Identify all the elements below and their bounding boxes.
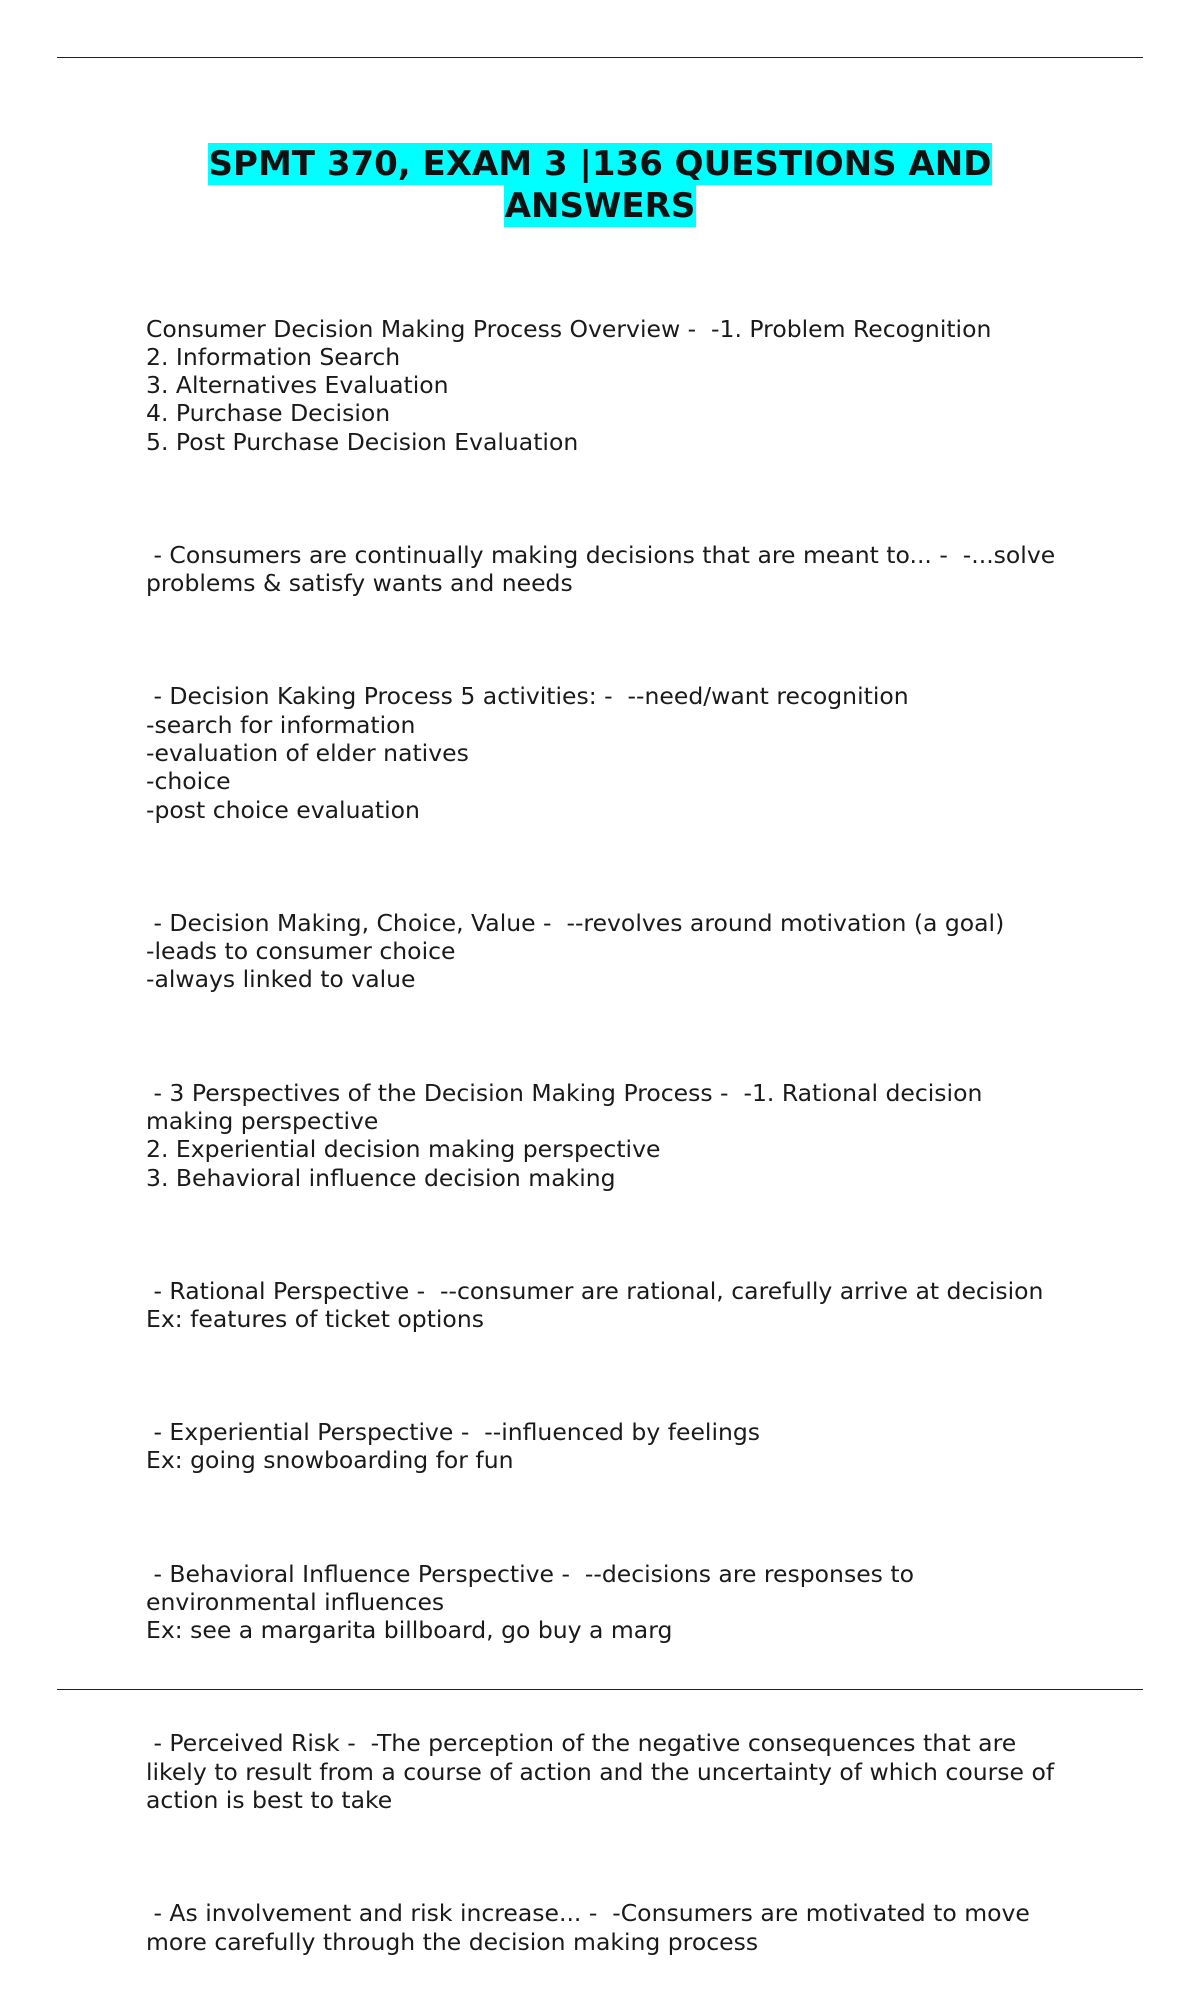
qa-block-consumers-decisions: - Consumers are continually making decisions that are meant to... - -...solve problems & satisfy wants and needs — [146, 540, 1056, 598]
qa-block-choice-value: - Decision Making, Choice, Value - --revolves around motivation (a goal) -leads to consumer choice -always linked to value — [146, 908, 1005, 994]
qa-block-decision-process-overview: Consumer Decision Making Process Overview - -1. Problem Recognition 2. Information Search 3. Alternatives Evaluation 4. Purchase Decision 5. Post Purchase Decision Evaluation — [146, 314, 992, 456]
qa-block-involvement-risk: - As involvement and risk increase... - -Consumers are motivated to move more carefully through the decision making process — [146, 1899, 1030, 1956]
qa-block-five-activities: - Decision Kaking Process 5 activities: - --need/want recognition -search for information -evaluation of elder natives -choice -post choice evaluation — [146, 682, 909, 824]
qa-block-behavioral-perspective: - Behavioral Influence Perspective - --decisions are responses to environmental influences Ex: see a margarita billboard, go buy a marg — [146, 1559, 914, 1645]
qa-content — [146, 258, 1096, 2012]
page-title — [0, 143, 1200, 227]
title-line-2: ANSWERS — [504, 186, 696, 226]
qa-block-perceived-risk: - Perceived Risk - -The perception of the negative consequences that are likely to result from a course of action and the uncertainty of which course of action is best to take — [146, 1729, 1055, 1815]
title-line-1: SPMT 370, EXAM 3 |136 QUESTIONS AND — [208, 144, 992, 184]
qa-block-rational-perspective: - Rational Perspective - --consumer are rational, carefully arrive at decision Ex: features of ticket options — [146, 1276, 1044, 1333]
qa-block-three-perspectives: - 3 Perspectives of the Decision Making Process - -1. Rational decision making perspective 2. Experiential decision making perspective 3. Behavioral influence decision making — [146, 1078, 983, 1192]
bottom-rule — [57, 1689, 1143, 1690]
qa-block-experiential-perspective: - Experiential Perspective - --influenced by feelings Ex: going snowboarding for fun — [146, 1418, 761, 1475]
top-rule — [57, 57, 1143, 58]
